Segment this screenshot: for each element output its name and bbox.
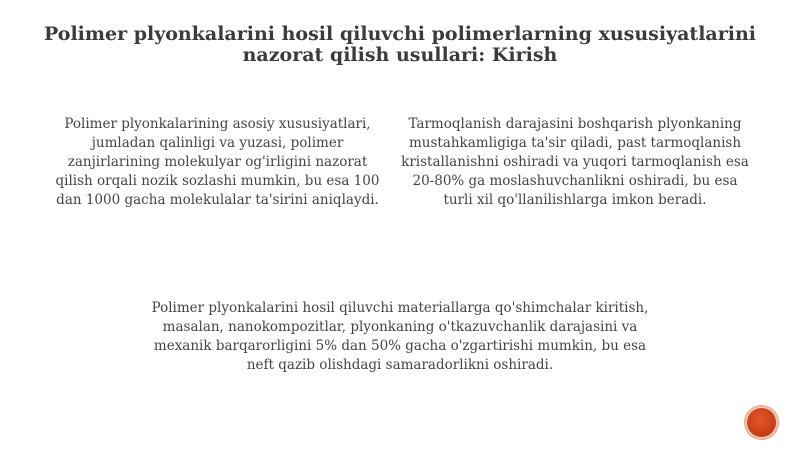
- paragraph-branching: Tarmoqlanish darajasini boshqarish plyonkaning mustahkamligiga ta'sir qiladi, past tarmoqlanish kristallanishni oshiradi va yuqori tarmoqlanish esa 20-80% ga moslashuvchanlikni oshiradi, bu esa turli xil qo'llanilishlarga imkon beradi.: [401, 116, 749, 208]
- next-slide-button[interactable]: [747, 408, 776, 437]
- slide-title: Polimer plyonkalarini hosil qiluvchi polimerlarning xususiyatlarini nazorat qilish usullari: Kirish: [44, 23, 756, 66]
- paragraph-additives: Polimer plyonkalarini hosil qiluvchi materiallarga qo'shimchalar kiritish, masalan, nanokompozitlar, plyonkaning o'tkazuvchanlik darajasini va mexanik barqarorligini 5% dan 50% gacha o'zgartirishi mumkin, bu esa neft qazib olishdagi samaradorlikni oshiradi.: [151, 300, 649, 373]
- paragraph-molecular-weight: Polimer plyonkalarining asosiy xususiyatlari, jumladan qalinligi va yuzasi, polimer zanjirlarining molekulyar og'irligini nazorat qilish orqali nozik sozlashi mumkin, bu esa 100 dan 1000 gacha molekulalar ta'sirini aniqlaydi.: [55, 116, 380, 208]
